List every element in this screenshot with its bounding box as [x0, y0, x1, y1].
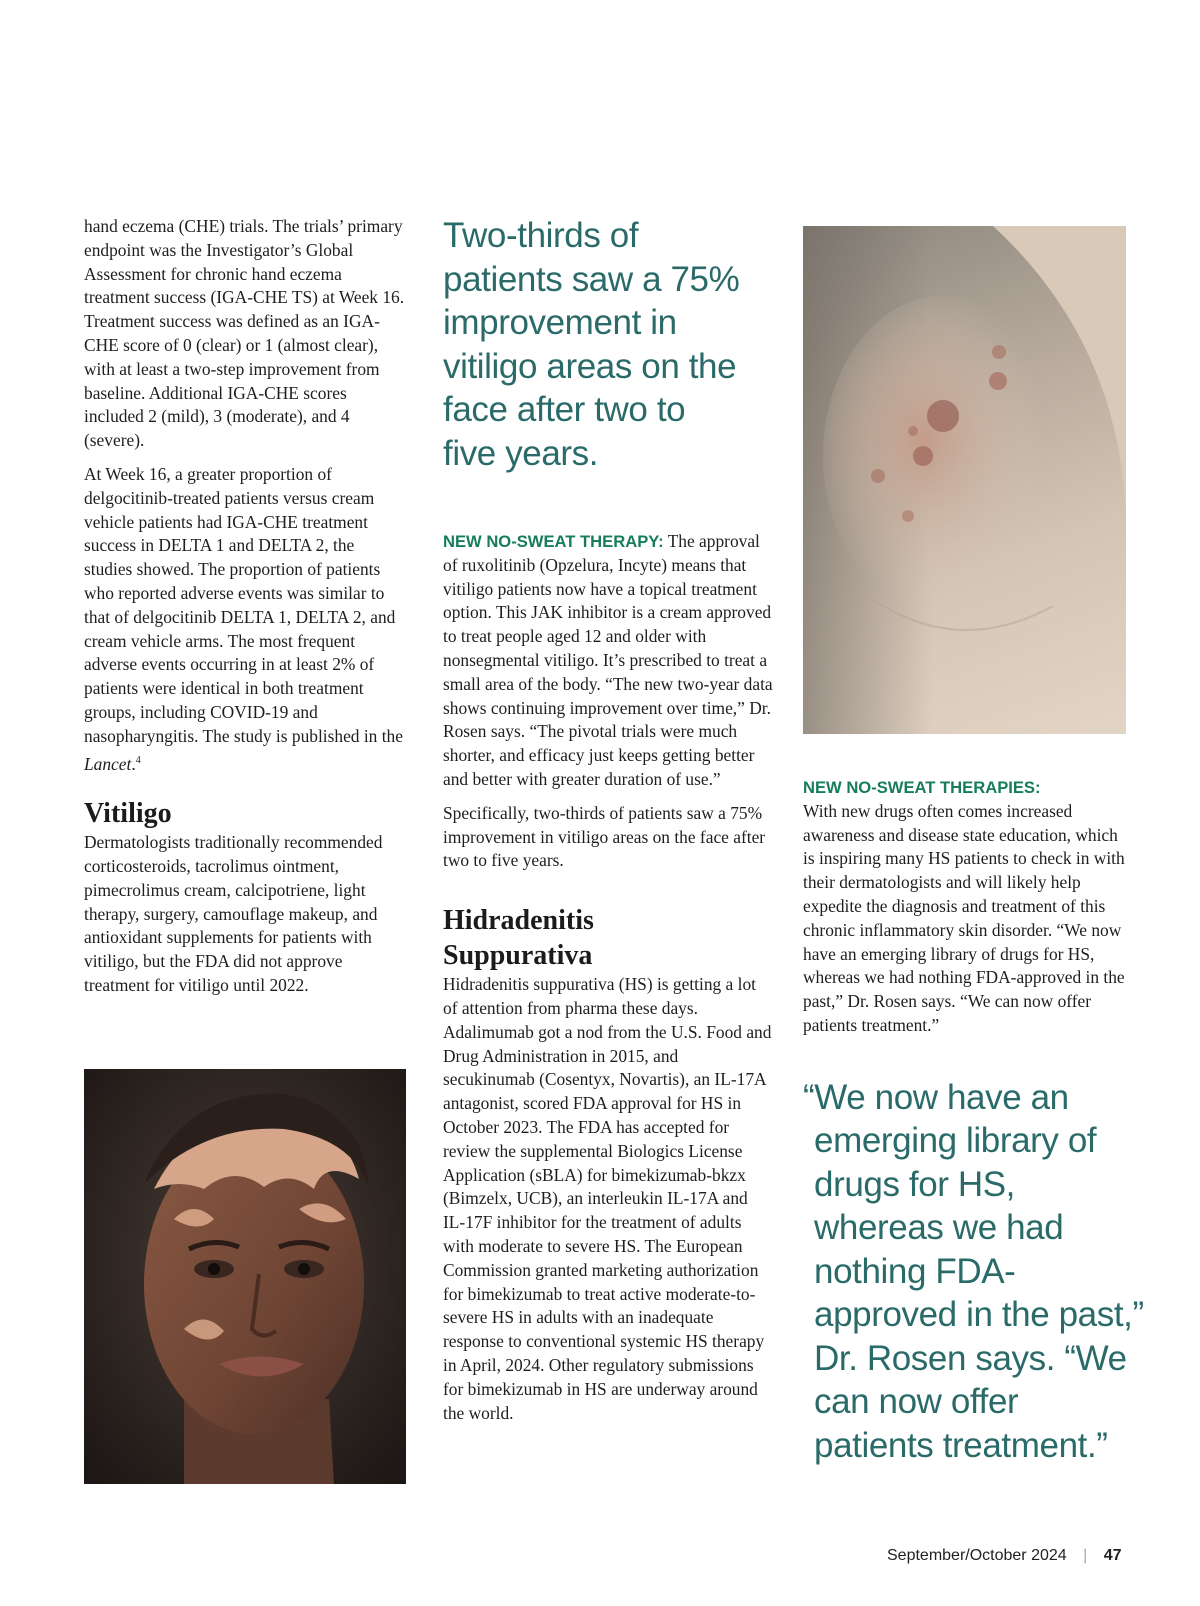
body-paragraph: Specifically, two-thirds of patients saw a 75% improvement in vitiligo areas on the face after two to five years.	[443, 802, 766, 871]
column-right	[803, 776, 1144, 1467]
underarm-skin-photo	[803, 226, 1126, 734]
page-number: 47	[1103, 1547, 1122, 1564]
lead-label: NEW NO-SWEAT THERAPIES:	[803, 778, 1041, 797]
issue-date: September/October 2024	[887, 1547, 1067, 1564]
section-heading-hs: Hidradenitis Suppurativa	[443, 905, 594, 972]
footer-divider: |	[1083, 1547, 1088, 1564]
lead-label: NEW NO-SWEAT THERAPY:	[443, 532, 664, 551]
portrait-illustration	[84, 1069, 406, 1484]
pull-quote-rosen: “We now have an emerging library of drugs for HS, whereas we had nothing FDA-approved in the past,” Dr. Rosen says. “We can now offer patients treatment.”	[803, 1077, 1144, 1465]
body-paragraph: NEW NO-SWEAT THERAPIES: With new drugs often comes increased awareness and disease state education, which is inspiring many HS patients to check in with their dermatologists and will likely help expedite the diagnosis and treatment of this chronic inflammatory skin disorder. “We now have an emerging library of drugs for HS, whereas we had nothing FDA-approved in the past,” Dr. Rosen says. “We can now offer patients treatment.”	[803, 778, 1125, 1035]
skin-illustration	[803, 226, 1126, 734]
page-footer	[887, 1547, 1137, 1565]
column-middle	[443, 214, 773, 1425]
body-paragraph: hand eczema (CHE) trials. The trials’ primary endpoint was the Investigator’s Global Assessment for chronic hand eczema treatment success (IGA-CHE TS) at Week 16. Treatment success was defined as an IGA-CHE score of 0 (clear) or 1 (almost clear), with at least a two-step improvement from baseline. Additional IGA-CHE scores included 2 (mild), 3 (moderate), and 4 (severe).	[84, 216, 405, 451]
column-left	[84, 215, 406, 998]
body-paragraph: At Week 16, a greater proportion of delgocitinib-treated patients versus cream vehicle patients had IGA-CHE treatment success in DELTA 1 and DELTA 2, the studies showed. The proportion of patients who reported adverse events was similar to that of delgocitinib DELTA 1, DELTA 2, and cream vehicle arms. The most frequent adverse events occurring in at least 2% of patients were identical in both treatment groups, including COVID-19 and nasopharyngitis. The study is published in the Lancet.$^4$	[84, 463, 403, 774]
reference-number: 4	[135, 754, 141, 766]
body-paragraph: Dermatologists traditionally recommended corticosteroids, tacrolimus ointment, pimecrolimus cream, calcipotriene, light therapy, surgery, camouflage makeup, and antioxidant supplements for patients with vitiligo, but the FDA did not approve treatment for vitiligo until 2022.	[84, 832, 383, 995]
pull-quote-vitiligo: Two-thirds of patients saw a 75% improvement in vitiligo areas on the face after two to five years.	[443, 216, 740, 473]
body-paragraph: Hidradenitis suppurativa (HS) is getting a lot of attention from pharma these days. Adalimumab got a nod from the U.S. Food and Drug Administration in 2015, and secukinumab (Cosentyx, Novartis), an IL-17A antagonist, scored FDA approval for HS in October 2023. The FDA has accepted for review the supplemental Biologics License Application (sBLA) for bimekizumab-bkzx (Bimzelx, UCB), an interleukin IL-17A and IL-17F inhibitor for the treatment of adults with moderate to severe HS. The European Commission granted marketing authorization for bimekizumab to treat active moderate-to-severe HS in adults with an inadequate response to conventional systemic HS therapy in April, 2024. Other regulatory submissions for bimekizumab in HS are underway around the world.	[443, 974, 772, 1423]
journal-name: Lancet	[84, 753, 132, 774]
section-heading-vitiligo: Vitiligo	[84, 798, 172, 830]
vitiligo-portrait-photo	[84, 1069, 406, 1484]
body-paragraph: NEW NO-SWEAT THERAPY: The approval of ruxolitinib (Opzelura, Incyte) means that vitiligo patients now have a topical treatment option. This JAK inhibitor is a cream approved to treat people aged 12 and older with nonsegmental vitiligo. It’s prescribed to treat a small area of the body. “The new two-year data shows continuing improvement over time,” Dr. Rosen says. “The pivotal trials were much shorter, and efficacy just keeps getting better and better with greater duration of use.”	[443, 531, 773, 789]
